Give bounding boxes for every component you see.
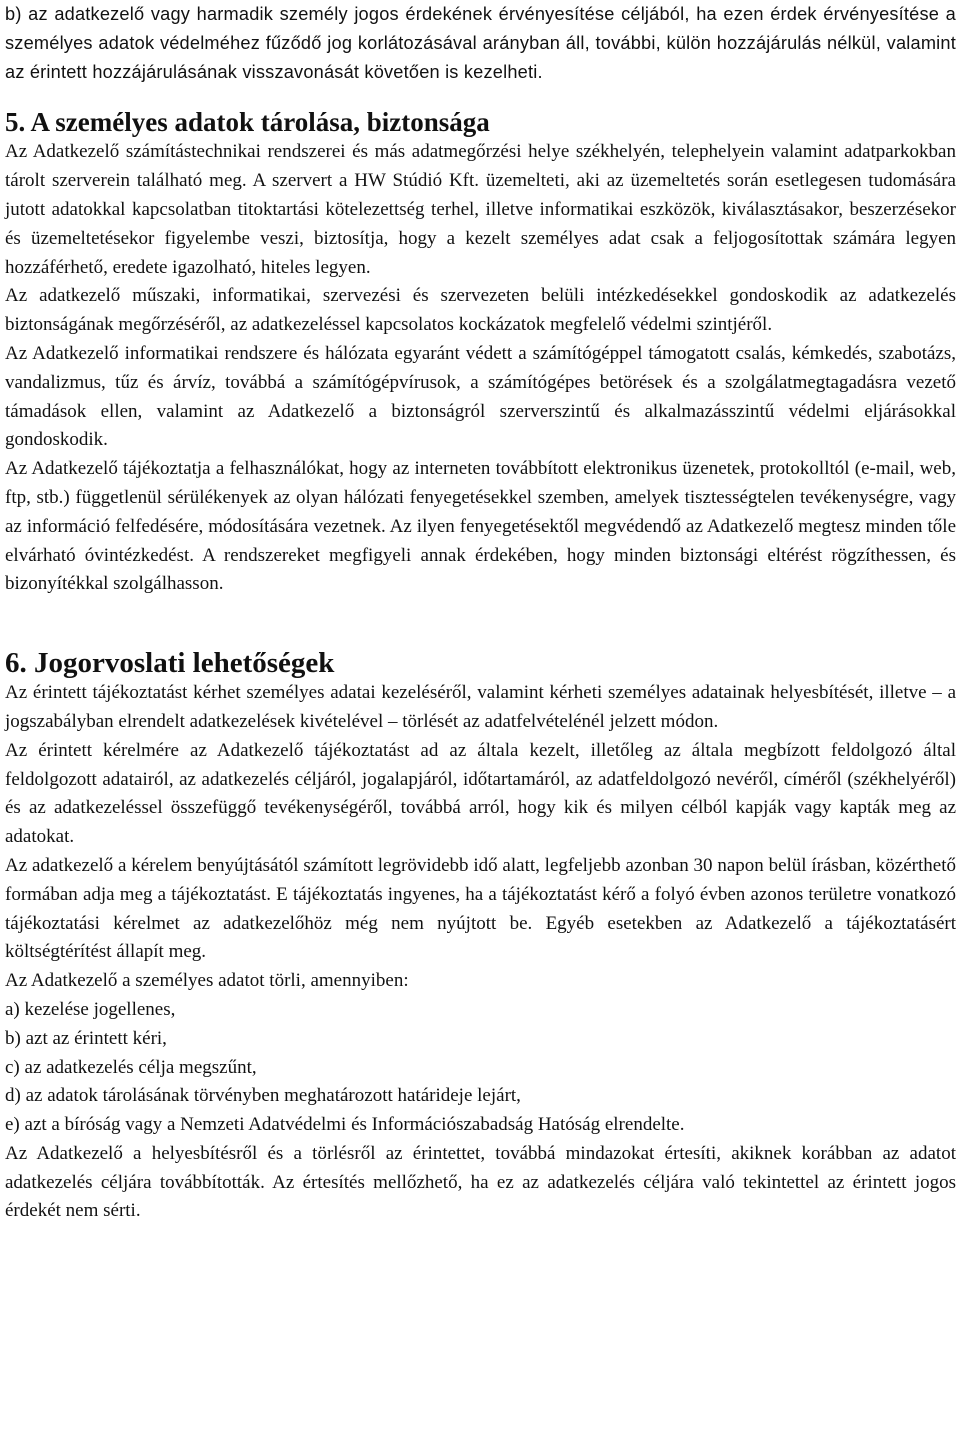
deletion-condition-d: d) az adatok tárolásának törvényben meghatározott határideje lejárt, (5, 1085, 521, 1107)
intro-paragraph: b) az adatkezelő vagy harmadik személy jogos érdekének érvényesítése céljából, ha ezen érdek érvényesítése a személyes adatok védelméhez fűződő jog korlátozásával arányban áll, további, külön hozzájárulás nélkül, valamint az érintett hozzájárulásának visszavonását követően is kezelheti. (5, 4, 956, 82)
deletion-condition-e: e) azt a bíróság vagy a Nemzeti Adatvédelmi és Információszabadság Hatóság elrendelte. (5, 1114, 685, 1136)
document-page (5, 0, 956, 1226)
section-6-heading: 6. Jogorvoslati lehetőségek (5, 647, 335, 680)
section-5-paragraph-4: Az Adatkezelő tájékoztatja a felhasználókat, hogy az interneten továbbított elektronikus üzenetek, protokolltól (e-mail, web, ftp, stb.) függetlenül sérülékenyek az olyan hálózati fenyegetésekkel szemben, amelyek tisztességtelen tevékenységre, vagy az információ felfedésére, módosítására vezetnek. Az ilyen fenyegetésektől megvédendő az Adatkezelő megtesz minden tőle elvárható óvintézkedést. A rendszereket megfigyeli annak érdekében, hogy minden biztonsági eltérést rögzíthessen, és bizonyítékkal szolgálhasson. (5, 458, 956, 595)
section-5-paragraph-2: Az adatkezelő műszaki, informatikai, szervezési és szervezeten belüli intézkedésekkel gondoskodik az adatkezelés biztonságának megőrzéséről, az adatkezeléssel kapcsolatos kockázatok megfelelő védelmi szintjéről. (5, 285, 956, 336)
section-5-paragraph-1: Az Adatkezelő számítástechnikai rendszerei és más adatmegőrzési helye székhelyén, telephelyein valamint adatparkokban tárolt szerverein található meg. A szervert a HW Stúdió Kft. üzemelteti, aki az üzemeltetés során esetlegesen tudomására jutott adatokkal kapcsolatban titoktartási kötelezettség terhel, illetve informatikai eszközök, kiválasztásakor, beszerzésekor és üzemeltetésekor figyelembe veszi, biztosítja, hogy a kezelt személyes adat csak a feljogosítottak számára legyen hozzáférhető, eredete igazolható, hiteles legyen. (5, 141, 956, 278)
section-5-paragraph-3: Az Adatkezelő informatikai rendszere és hálózata egyaránt védett a számítógéppel támogatott csalás, kémkedés, szabotázs, vandalizmus, tűz és árvíz, továbbá a számítógépvírusok, a számítógépes betörések és a szolgálatmegtagadásra vezető támadások ellen, valamint az Adatkezelő a biztonságról szerverszintű és alkalmazásszintű védelmi eljárásokkal gondoskodik. (5, 342, 956, 451)
deletion-condition-a: a) kezelése jogellenes, (5, 998, 176, 1020)
deletion-condition-b: b) azt az érintett kéri, (5, 1027, 167, 1049)
section-6-paragraph-2: Az érintett kérelmére az Adatkezelő tájékoztatást ad az általa kezelt, illetőleg az általa megbízott feldolgozó által feldolgozott adatairól, az adatkezelés céljáról, jogalapjáról, időtartamáról, az adatfeldolgozó nevéről, címéről (székhelyéről) és az adatkezeléssel összefüggő tevékenységéről, továbbá arról, hogy kik és milyen célból kapják vagy kapták meg az adatokat. (5, 739, 956, 848)
section-5-heading: 5. A személyes adatok tárolása, biztonsága (5, 107, 490, 138)
section-6-paragraph-4: Az Adatkezelő a személyes adatot törli, amennyiben: (5, 970, 409, 992)
section-6-closing-paragraph: Az Adatkezelő a helyesbítésről és a törlésről az érintettet, továbbá mindazokat értesíti, akiknek korábban az adatot adatkezelés céljára továbbították. Az értesítés mellőzhető, ha ez az adatkezelés céljára való tekintettel az érintett jogos érdekét nem sérti. (5, 1142, 956, 1222)
section-6-paragraph-1: Az érintett tájékoztatást kérhet személyes adatai kezeléséről, valamint kérheti személyes adatainak helyesbítését, illetve – a jogszabályban elrendelt adatkezelések kivételével – törlését az adatfelvételénél jelzett módon. (5, 682, 956, 732)
section-6-paragraph-3: Az adatkezelő a kérelem benyújtásától számított legrövidebb idő alatt, legfeljebb azonban 30 napon belül írásban, közérthető formában adja meg a tájékoztatást. E tájékoztatás ingyenes, ha a tájékoztatást kérő a folyó évben azonos területre vonatkozó tájékoztatási kérelmet az adatkezelőhöz még nem nyújtott be. Egyéb esetekben az Adatkezelő a tájékoztatásért költségtérítést állapít meg. (5, 854, 956, 963)
deletion-condition-c: c) az adatkezelés célja megszűnt, (5, 1056, 257, 1078)
